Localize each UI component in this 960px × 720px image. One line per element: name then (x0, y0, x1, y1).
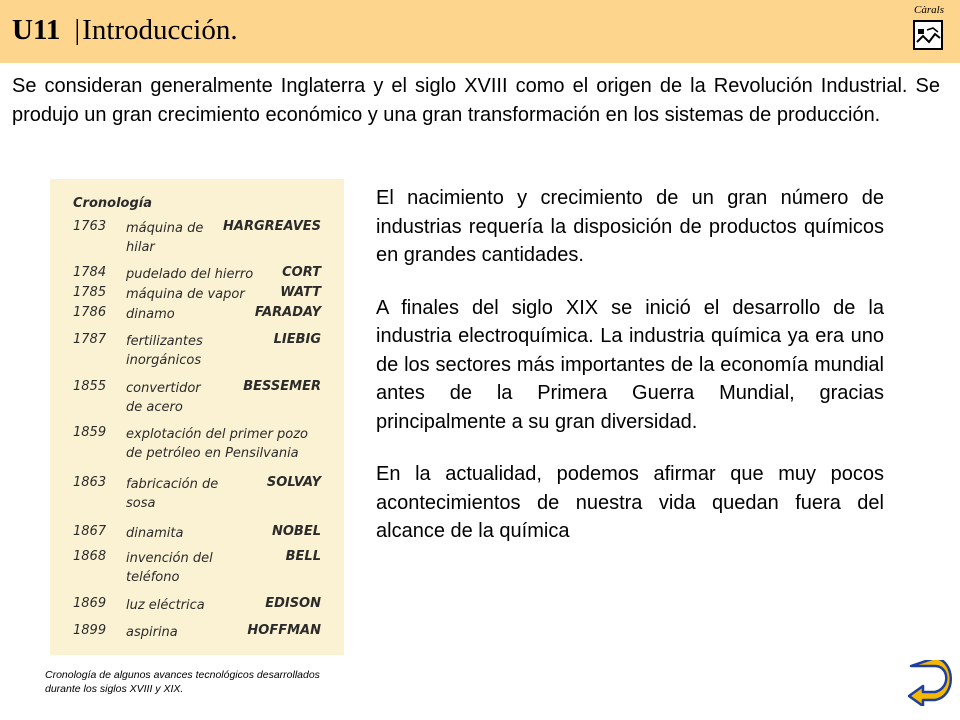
entry-inventor: HOFFMAN (247, 623, 321, 638)
entry-event: aspirina (126, 625, 178, 640)
entry-event: luz eléctrica (126, 598, 205, 613)
entry-event: fabricación de sosa (126, 477, 219, 511)
paragraph-3: En la actualidad, podemos afirmar que muy pocos acontecimientos de nuestra vida quedan fuera del alcance de la química (376, 463, 884, 542)
entry-event: explotación del primer pozo de petróleo en Pensilvania (126, 427, 308, 461)
entry-year: 1785 (73, 285, 107, 300)
unit-code: U11 (12, 14, 61, 46)
paragraph-2: A finales del siglo XIX se inició el desarrollo de la industria electroquímica. La industria química ya era uno de los sectores más importantes de la economía mundial antes de la Primera Guerra Mundial, gracias principalmente a su gran diversidad. (376, 296, 884, 433)
logo-graph-icon (913, 20, 943, 50)
entry-inventor: HARGREAVES (223, 219, 321, 234)
carals-logo-icon (909, 4, 949, 54)
entry-year: 1784 (73, 265, 107, 280)
entry-inventor: LIEBIG (273, 332, 321, 347)
entry-event: invención del teléfono (126, 551, 213, 585)
entry-event: pudelado del hierro (126, 267, 254, 282)
entry-inventor: NOBEL (271, 524, 321, 539)
entry-year: 1863 (73, 475, 107, 490)
entry-event: dinamo (126, 307, 175, 322)
entry-year: 1763 (73, 219, 107, 234)
chronology-panel (50, 179, 344, 655)
return-arrow-icon[interactable] (905, 660, 953, 706)
entry-year: 1859 (73, 425, 107, 440)
entry-event: convertidor de acero (126, 381, 201, 415)
entry-event: dinamita (126, 526, 184, 541)
entry-event: máquina de hilar (126, 221, 204, 255)
entry-year: 1786 (73, 305, 107, 320)
entry-event: fertilizantes inorgánicos (126, 334, 203, 368)
entry-year: 1855 (73, 379, 107, 394)
entry-inventor: BESSEMER (243, 379, 321, 394)
entry-inventor: CORT (282, 265, 321, 280)
entry-year: 1868 (73, 549, 107, 564)
title-text: Introducción. (82, 14, 238, 46)
figure-caption: Cronología de algunos avances tecnológicos desarrollados durante los siglos XVIII y XIX. (45, 669, 320, 695)
title-separator: | (74, 14, 81, 46)
entry-year: 1899 (73, 623, 107, 638)
entry-inventor: BELL (285, 549, 321, 564)
page-title (12, 14, 238, 47)
entry-inventor: FARADAY (254, 305, 321, 320)
header-bar (0, 0, 960, 63)
entry-event: máquina de vapor (126, 287, 245, 302)
entry-inventor: EDISON (265, 596, 321, 611)
intro-paragraph: Se consideran generalmente Inglaterra y el siglo XVIII como el origen de la Revolución Industrial. Se produjo un gran crecimiento económico y una gran transformación en los sistemas de producción. (12, 75, 940, 126)
entry-year: 1867 (73, 524, 107, 539)
body-text (376, 184, 884, 570)
entry-inventor: SOLVAY (266, 475, 321, 490)
chronology-title: Cronología (73, 196, 152, 211)
logo-text: Càrals (914, 4, 944, 16)
entry-inventor: WATT (280, 285, 321, 300)
paragraph-1: El nacimiento y crecimiento de un gran número de industrias requería la disposición de productos químicos en grandes cantidades. (376, 187, 884, 266)
entry-year: 1869 (73, 596, 107, 611)
entry-year: 1787 (73, 332, 107, 347)
